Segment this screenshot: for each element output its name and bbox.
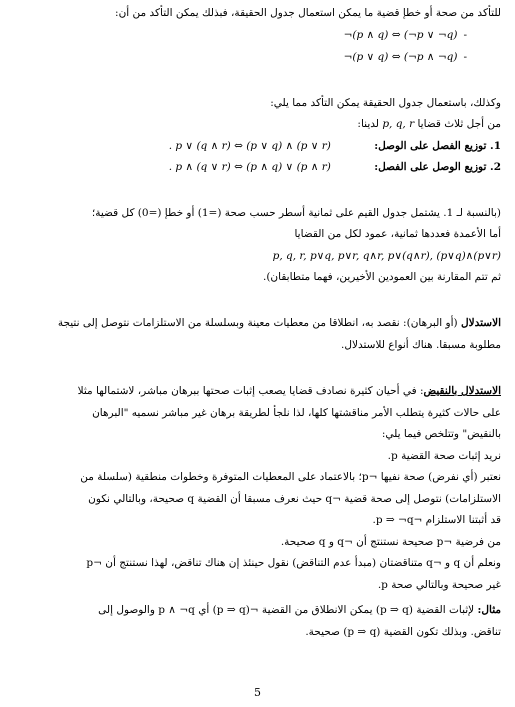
example-line-2: تناقض. وبذلك تكون القضية (p ⇒ q) صحيحة.	[305, 626, 501, 638]
de-morgan-1: -¬(p ∧ q) ⇔ (¬p ∨ ¬q)	[343, 29, 467, 41]
contradiction-line-3: بالنقيض" وتتلخص فيما يلي:	[381, 428, 501, 440]
contradiction-line-10: غير صحيحة وبالتالي صحة p.	[377, 579, 501, 591]
contradiction-line-8: من فرضية ¬p صحيحة نستنتج أن ¬q و q صحيحة.	[280, 536, 501, 548]
page-number: 5	[254, 686, 261, 699]
truth-table-line: وكذلك، باستعمال جدول الحقيقة يمكن التأكد مما يلي:	[270, 97, 501, 109]
rule-2: 2. توزيع الوصل على الفصل: . p ∧ (q ∨ r) ⇔ (p ∧ q) ∨ (p ∧ r)	[168, 161, 501, 173]
de-morgan-2: -¬(p ∨ q) ⇔ (¬p ∧ ¬q)	[343, 51, 467, 63]
contradiction-line-6: الاستلزامات) نتوصل إلى صحة قضية ¬q حيث نعرف مسبقا أن القضية q صحيحة، وبالتالي نكون	[88, 493, 501, 505]
example-line-1: مثال: لإثبات القضية (p ⇒ q) يمكن الانطلاق من القضية ¬(p ⇒ q) أي p ∧ ¬q والوصول إلى	[98, 604, 501, 616]
contradiction-line-5: نعتبر (أي نفرض) صحة نفيها ¬p؛ بالاعتماد على المعطيات المتوفرة وخطوات منطقية (سلسلة من	[80, 471, 501, 483]
note-line-3: p, q, r, p∨q, p∨r, q∧r, p∨(q∧r), (p∨q)∧(p∨r)	[272, 250, 501, 262]
contradiction-line-7: قد أثبتنا الاستلزام ¬p ⇒ ¬q.	[372, 514, 501, 526]
contradiction-line-9: ونعلم أن q و ¬q متناقضتان (مبدأ عدم التناقض) نقول حينئذ إن هناك تناقض، لهذا نستنتج أن ¬p	[86, 557, 501, 569]
three-props-line: من أجل ثلاث قضايا p, q, r لدينا:	[357, 118, 501, 130]
note-line-4: ثم تتم المقارنة بين العمودين الأخيرين، فهما متطابقان).	[263, 271, 501, 283]
contradiction-title-line: الاستدلال بالنقيض: في أحيان كثيرة نصادف قضايا يصعب إثبات صحتها ببرهان مباشر، لاشتمالها مثلا	[77, 385, 501, 397]
note-line-1: (بالنسبة لـ 1. يشتمل جدول القيم على ثمانية أسطر حسب صحة (=1) أو خطإ (=0) كل قضية؛	[91, 207, 501, 219]
reasoning-def-2: مطلوبة مسبقا. هناك أنواع للاستدلال.	[341, 339, 501, 351]
note-line-2: أما الأعمدة فعددها ثمانية، عمود لكل من القضايا	[294, 228, 501, 240]
reasoning-def: الاستدلال (أو البرهان): نقصد به، انطلاقا من معطيات معينة وبسلسلة من الاستلزامات نتوصل إلى نتيجة	[57, 317, 501, 329]
contradiction-line-2: على حالات كثيرة يتطلب الأمر مناقشتها كلها، لذا نلجأ لطريقة برهان غير مباشر نسميه "البرهان	[92, 407, 501, 419]
intro-line: للتأكد من صحة أو خطإ قضية ما يمكن استعمال جدول الحقيقة، فبذلك يمكن التأكد من أن:	[115, 7, 501, 19]
contradiction-line-4: نريد إثبات صحة القضية p.	[387, 450, 501, 462]
rule-1: 1. توزيع الفصل على الوصل: . p ∨ (q ∧ r) ⇔ (p ∨ q) ∧ (p ∨ r)	[168, 140, 501, 152]
